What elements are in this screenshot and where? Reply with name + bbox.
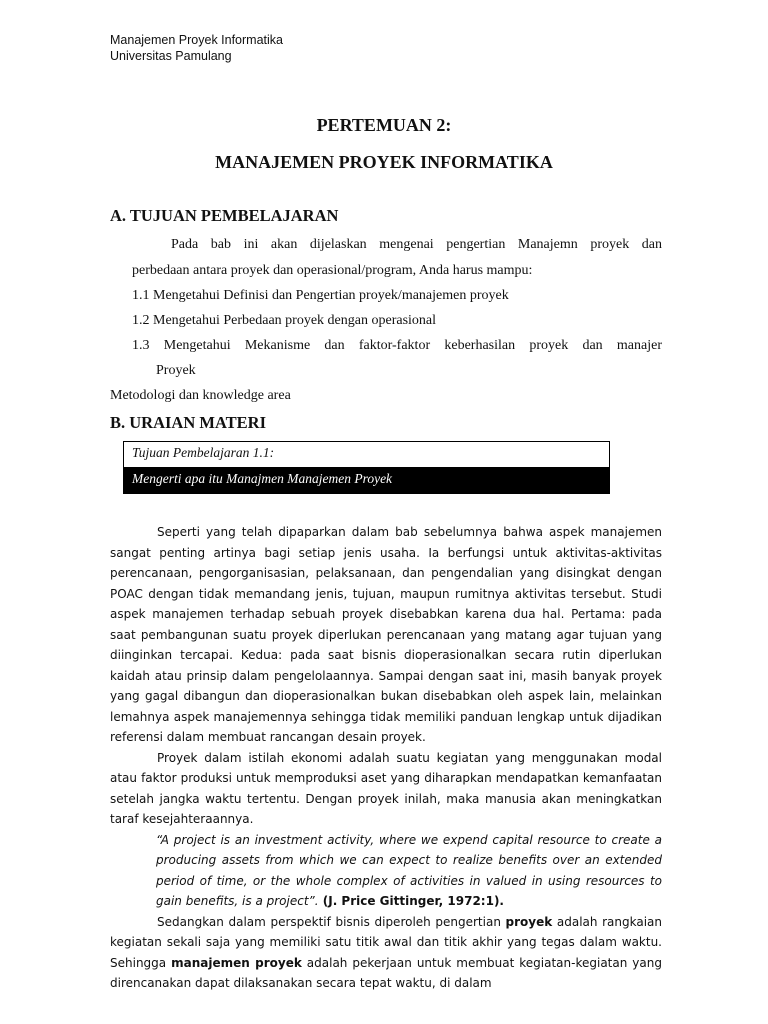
header-course-title: Manajemen Proyek Informatika [110, 33, 283, 47]
section-a-intro-line1: Pada bab ini akan dijelaskan mengenai pengertian Manajemn proyek dan [171, 237, 662, 252]
section-b-heading: B. URAIAN MATERI [110, 413, 266, 432]
learning-objective-box [123, 441, 610, 494]
section-a-trailing-text: Metodologi dan knowledge area [110, 388, 291, 403]
objective-box-title: Tujuan Pembelajaran 1.1: [124, 442, 609, 468]
section-a-heading: A. TUJUAN PEMBELAJARAN [110, 206, 339, 225]
meeting-title: PERTEMUAN 2: [316, 115, 452, 135]
title-block [0, 114, 768, 173]
p3-text-a: Sedangkan dalam perspektif bisnis diperoleh pengertian [157, 914, 506, 929]
header-university: Universitas Pamulang [110, 49, 232, 63]
objective-item-1: 1.1 Mengetahui Definisi dan Pengertian proyek/manajemen proyek [132, 288, 509, 303]
term-proyek: proyek [505, 914, 553, 929]
running-header [110, 32, 283, 64]
course-title: MANAJEMEN PROYEK INFORMATIKA [215, 152, 553, 172]
p3-text-e: adalah pekerjaan untuk membuat kegiatan-kegiatan yang direncanakan dapat dilaksanakan secara tepat waktu, di dalam [110, 955, 662, 990]
body-paragraph-1: Seperti yang telah dipaparkan dalam bab sebelumnya bahwa aspek manajemen sangat penting artinya bagi setiap jenis usaha. Ia berfungsi untuk aktivitas-aktivitas perencanaan, pengorganisasian, pelaksanaan, dan pengendalian yang disingkat dengan POAC dengan tidak memandang jenis, tujuan, maupun rumitnya aktivitas tersebut. Studi aspek manajemen terhadap sebuah proyek disebabkan karena dua hal. Pertama: pada saat pembangunan suatu proyek diperlukan perencanaan yang matang agar tujuan yang diinginkan tercapai. Kedua: pada saat bisnis dioperasionalkan secara rutin diperlukan kaidah atau prinsip dalam pengelolaannya. Sampai dengan saat ini, masih banyak proyek yang gagal dibangun dan dioperasionalkan bukan disebabkan oleh aspek lain, melainkan lemahnya aspek manajemennya sehingga tidak memiliki panduan lengkap untuk dijadikan referensi dalam membuat rancangan desain proyek. [110, 525, 662, 744]
term-manajemen-proyek: manajemen proyek [171, 955, 302, 970]
quote-citation: (J. Price Gittinger, 1972:1). [318, 894, 504, 908]
body-paragraph-3 [110, 912, 662, 994]
quote-paragraph [156, 830, 662, 912]
objective-item-3-continuation: Proyek [156, 363, 196, 378]
objective-item-2: 1.2 Mengetahui Perbedaan proyek dengan operasional [132, 313, 437, 328]
p3-text-c: adalah rangkaian kegiatan sekali saja yang memiliki satu titik awal dan titik akhir yang tegas dalam waktu. Sehingga [110, 914, 662, 970]
quote-text: “A project is an investment activity, where we expend capital resource to create a producing assets from which we can expect to realize benefits over an extended period of time, or the whole complex of activities in valued in using resources to gain benefits, is a project”. [156, 832, 662, 908]
objective-box-subtitle: Mengerti apa itu Manajmen Manajemen Proyek [124, 468, 609, 494]
body-paragraph-2: Proyek dalam istilah ekonomi adalah suatu kegiatan yang menggunakan modal atau faktor produksi untuk memproduksi aset yang diharapkan mendapatkan kemanfaatan setelah jangka waktu tertentu. Dengan proyek inilah, maka manusia akan meningkatkan taraf kesejahteraannya. [110, 750, 662, 826]
section-a-intro-line2: perbedaan antara proyek dan operasional/program, Anda harus mampu: [132, 263, 533, 278]
objective-item-3: 1.3 Mengetahui Mekanisme dan faktor-faktor keberhasilan proyek dan manajer [132, 338, 662, 353]
section-b-body [110, 522, 662, 994]
